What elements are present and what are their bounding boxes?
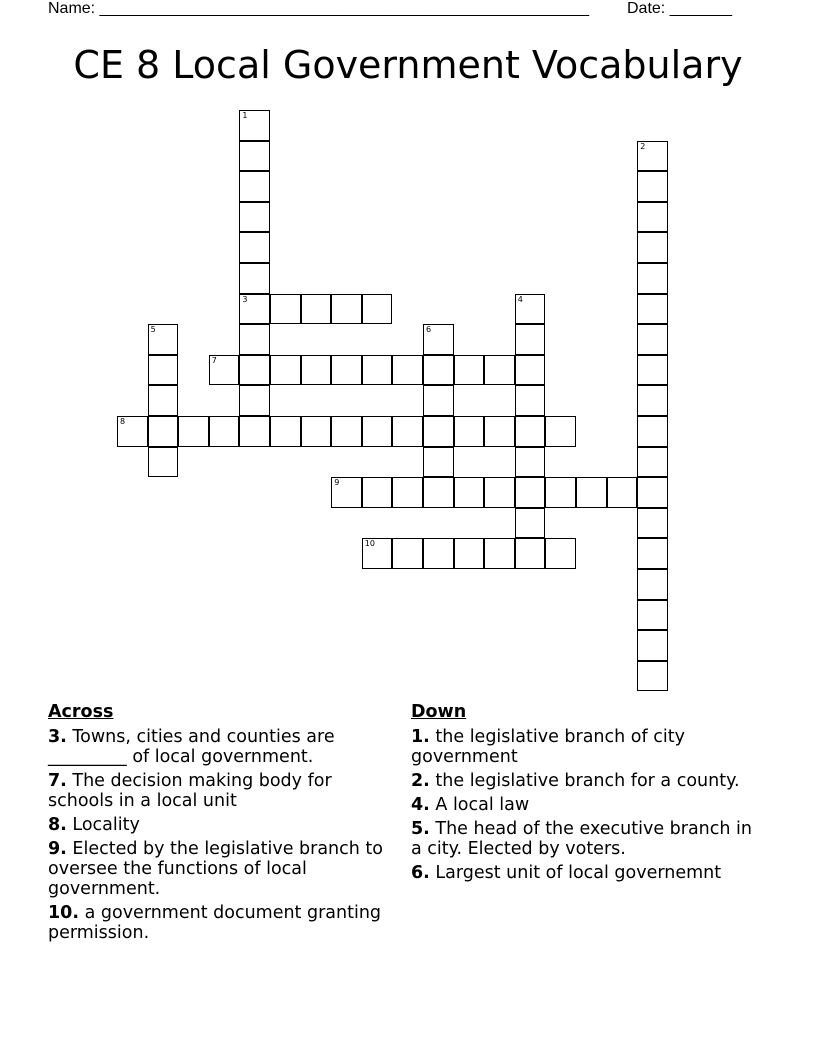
- grid-cell[interactable]: [637, 538, 668, 569]
- clue-down-2: [411, 771, 756, 791]
- grid-cell[interactable]: [545, 538, 576, 569]
- grid-cell[interactable]: [515, 447, 546, 478]
- clue-text: a government document granting permission.: [48, 903, 382, 943]
- grid-cell[interactable]: [392, 538, 423, 569]
- grid-cell[interactable]: [239, 294, 270, 325]
- grid-cell[interactable]: [637, 447, 668, 478]
- grid-cell[interactable]: [239, 355, 270, 386]
- grid-cell[interactable]: [423, 447, 454, 478]
- grid-cell[interactable]: [331, 294, 362, 325]
- grid-cell[interactable]: [637, 600, 668, 631]
- clue-text: The decision making body for schools in a local unit: [48, 771, 332, 811]
- clue-number: 6.: [411, 863, 430, 883]
- grid-cell[interactable]: [423, 538, 454, 569]
- cell-number: 1: [242, 111, 248, 120]
- clue-number: 8.: [48, 815, 67, 835]
- grid-cell[interactable]: [331, 416, 362, 447]
- grid-cell[interactable]: [637, 355, 668, 386]
- clue-across-7: [48, 771, 398, 811]
- grid-cell[interactable]: [270, 294, 301, 325]
- cell-number: 5: [150, 325, 156, 335]
- grid-cell[interactable]: [148, 355, 179, 386]
- cell-number: 4: [517, 294, 523, 304]
- grid-cell[interactable]: [423, 416, 454, 447]
- grid-cell[interactable]: [515, 385, 546, 416]
- grid-cell[interactable]: [148, 385, 179, 416]
- grid-cell[interactable]: [637, 508, 668, 539]
- clue-text: the legislative branch of city government: [411, 727, 685, 767]
- grid-cell[interactable]: [637, 477, 668, 508]
- down-clues: [411, 702, 756, 887]
- clue-number: 9.: [48, 839, 67, 859]
- grid-cell[interactable]: [515, 416, 546, 447]
- grid-cell[interactable]: [239, 171, 270, 202]
- grid-cell[interactable]: [484, 477, 515, 508]
- grid-cell[interactable]: [239, 416, 270, 447]
- cell-number: 8: [120, 417, 126, 426]
- grid-cell[interactable]: [607, 477, 638, 508]
- grid-cell[interactable]: [239, 110, 270, 141]
- grid-cell[interactable]: [331, 355, 362, 386]
- grid-cell[interactable]: [637, 385, 668, 416]
- grid-cell[interactable]: [270, 416, 301, 447]
- grid-cell[interactable]: [301, 355, 332, 386]
- grid-cell[interactable]: [454, 355, 485, 386]
- clue-text: Locality: [72, 815, 140, 835]
- cell-number: 6: [426, 325, 432, 335]
- across-clues: [48, 702, 398, 947]
- grid-cell[interactable]: [515, 324, 546, 355]
- clue-text: The head of the executive branch in a city. Elected by voters.: [411, 819, 752, 859]
- grid-cell[interactable]: [637, 630, 668, 661]
- grid-cell[interactable]: [239, 232, 270, 263]
- clue-number: 4.: [411, 795, 430, 815]
- grid-cell[interactable]: [637, 416, 668, 447]
- grid-cell[interactable]: [392, 416, 423, 447]
- grid-cell[interactable]: [423, 477, 454, 508]
- page-title: CE 8 Local Government Vocabulary: [73, 43, 743, 87]
- clue-across-9: [48, 839, 398, 899]
- grid-cell[interactable]: [637, 171, 668, 202]
- grid-cell[interactable]: [515, 477, 546, 508]
- clue-text: the legislative branch for a county.: [435, 771, 740, 791]
- grid-cell[interactable]: [331, 477, 362, 508]
- clue-down-4: [411, 795, 756, 815]
- grid-cell[interactable]: [637, 202, 668, 233]
- grid-cell[interactable]: [484, 416, 515, 447]
- grid-cell[interactable]: [117, 416, 148, 447]
- grid-cell[interactable]: [484, 538, 515, 569]
- clue-text: Elected by the legislative branch to oversee the functions of local government.: [48, 839, 383, 899]
- grid-cell[interactable]: [362, 416, 393, 447]
- grid-cell[interactable]: [454, 477, 485, 508]
- grid-cell[interactable]: [392, 477, 423, 508]
- grid-cell[interactable]: [515, 294, 546, 325]
- grid-cell[interactable]: [484, 355, 515, 386]
- grid-cell[interactable]: [515, 355, 546, 386]
- across-heading: Across: [48, 702, 114, 722]
- grid-cell[interactable]: [239, 202, 270, 233]
- grid-cell[interactable]: [454, 538, 485, 569]
- cell-number: 3: [242, 294, 248, 304]
- grid-cell[interactable]: [239, 385, 270, 416]
- grid-cell[interactable]: [148, 416, 179, 447]
- clue-text: A local law: [435, 795, 530, 815]
- grid-cell[interactable]: [423, 355, 454, 386]
- grid-cell[interactable]: [392, 355, 423, 386]
- grid-cell[interactable]: [423, 385, 454, 416]
- cell-number: 10: [364, 539, 375, 549]
- grid-cell[interactable]: [637, 324, 668, 355]
- date-field: Date: _______: [627, 0, 732, 17]
- down-heading: Down: [411, 702, 467, 722]
- grid-cell[interactable]: [301, 294, 332, 325]
- grid-cell[interactable]: [362, 294, 393, 325]
- clue-number: 5.: [411, 819, 430, 839]
- clue-down-6: [411, 863, 756, 883]
- grid-cell[interactable]: [209, 355, 240, 386]
- clue-number: 10.: [48, 903, 80, 923]
- clue-number: 2.: [411, 771, 430, 791]
- grid-cell[interactable]: [545, 416, 576, 447]
- grid-cell[interactable]: [362, 355, 393, 386]
- clue-down-5: [411, 819, 756, 859]
- grid-cell[interactable]: [515, 538, 546, 569]
- clue-across-10: [48, 903, 398, 943]
- cell-number: 9: [334, 478, 340, 488]
- grid-cell[interactable]: [362, 538, 393, 569]
- grid-cell[interactable]: [270, 355, 301, 386]
- cell-number: 2: [640, 141, 646, 151]
- grid-cell[interactable]: [515, 508, 546, 539]
- grid-cell[interactable]: [148, 324, 179, 355]
- name-field: Name: _______________________________________________________: [48, 0, 589, 17]
- grid-cell[interactable]: [637, 141, 668, 172]
- grid-cell[interactable]: [637, 232, 668, 263]
- clue-text: Towns, cities and counties are _________ of local government.: [48, 727, 335, 767]
- grid-cell[interactable]: [454, 416, 485, 447]
- clue-number: 3.: [48, 727, 67, 747]
- clue-across-3: [48, 727, 398, 767]
- grid-cell[interactable]: [423, 324, 454, 355]
- grid-cell[interactable]: [576, 477, 607, 508]
- grid-cell[interactable]: [178, 416, 209, 447]
- clue-text: Largest unit of local governemnt: [435, 863, 722, 883]
- clue-number: 1.: [411, 727, 430, 747]
- grid-cell[interactable]: [362, 477, 393, 508]
- cell-number: 7: [211, 355, 217, 365]
- grid-cell[interactable]: [637, 294, 668, 325]
- grid-cell[interactable]: [148, 447, 179, 478]
- grid-cell[interactable]: [637, 569, 668, 600]
- grid-cell[interactable]: [301, 416, 332, 447]
- clue-across-8: [48, 815, 398, 835]
- grid-cell[interactable]: [545, 477, 576, 508]
- grid-cell[interactable]: [239, 141, 270, 172]
- grid-cell[interactable]: [637, 661, 668, 692]
- grid-cell[interactable]: [239, 263, 270, 294]
- clue-number: 7.: [48, 771, 67, 791]
- clue-down-1: [411, 727, 756, 767]
- grid-cell[interactable]: [637, 263, 668, 294]
- grid-cell[interactable]: [209, 416, 240, 447]
- grid-cell[interactable]: [239, 324, 270, 355]
